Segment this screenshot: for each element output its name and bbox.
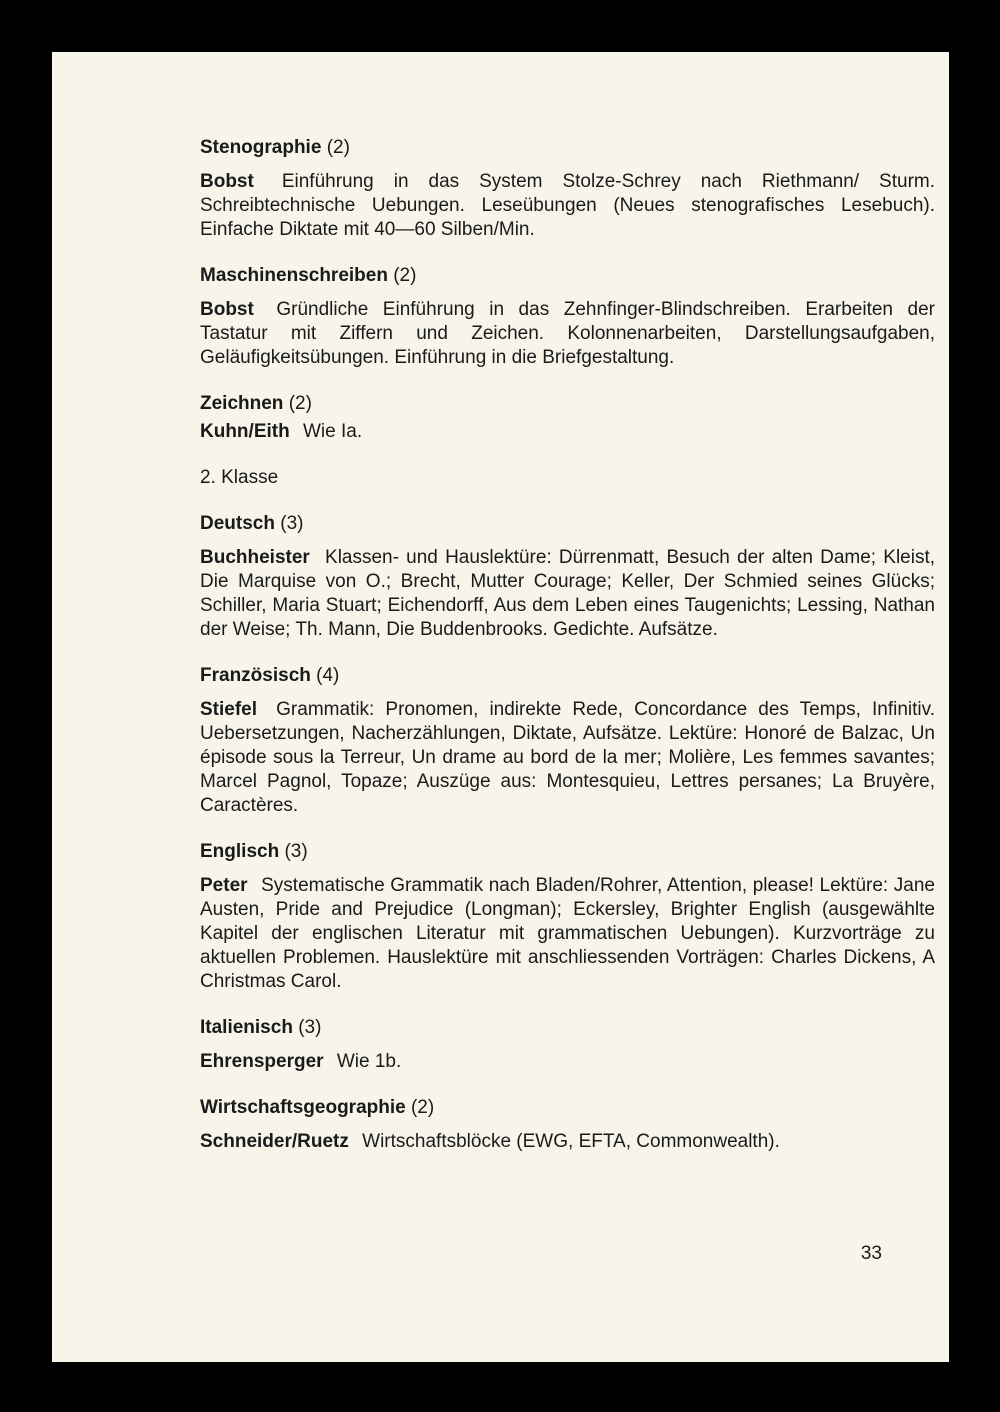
page-content <box>200 136 935 1176</box>
section-heading-deutsch <box>200 512 935 536</box>
teacher-name: Peter <box>200 875 248 896</box>
section-heading-englisch <box>200 840 935 864</box>
section-description: Wie Ia. <box>302 421 363 442</box>
subject-hours: (3) <box>298 1017 322 1038</box>
subject-hours: (2) <box>326 137 350 158</box>
section-description: Systematische Grammatik nach Bladen/Rohrer, Attention, please! Lektüre: Jane Austen, Pride and Prejudice (Longman); Eckersley, Brighter English (ausgewählte Kapitel der englischen Literatur mit grammatischen Uebungen). Kurzvorträge zu aktuellen Problemen. Hauslektüre mit anschliessenden Vorträgen: Charles Dickens, A Christmas Carol. <box>200 875 935 992</box>
section-heading-zeichnen <box>200 392 935 416</box>
section-heading-franzoesisch <box>200 664 935 688</box>
subject-hours: (3) <box>284 841 308 862</box>
teacher-name: Kuhn/Eith <box>200 421 290 442</box>
subject-title: Französisch <box>200 665 311 686</box>
subject-title: Wirtschaftsgeographie <box>200 1097 406 1118</box>
subject-title: Deutsch <box>200 513 275 534</box>
section-text-wirtschaftsgeographie <box>200 1130 935 1154</box>
section-description: Einführung in das System Stolze-Schrey nach Riethmann/ Sturm. Schreibtechnische Uebungen. Leseübungen (Neues stenografisches Lesebuch). Einfache Diktate mit 40—60 Silben/Min. <box>200 171 936 240</box>
subject-title: Zeichnen <box>200 393 284 414</box>
subject-title: Maschinenschreiben <box>200 265 388 286</box>
subject-hours: (2) <box>393 265 417 286</box>
section-description: Gründliche Einführung in das Zehnfinger-Blindschreiben. Erarbeiten der Tastatur mit Ziffern und Zeichen. Kolonnenarbeiten, Darstellungsaufgaben, Geläufigkeitsübungen. Einführung in die Briefgestaltung. <box>200 299 936 368</box>
section-text-maschinenschreiben <box>200 298 935 370</box>
section-text-franzoesisch <box>200 698 935 818</box>
teacher-name: Ehrensperger <box>200 1051 324 1072</box>
section-heading-wirtschaftsgeographie <box>200 1096 935 1120</box>
teacher-name: Schneider/Ruetz <box>200 1131 349 1152</box>
subject-hours: (4) <box>316 665 340 686</box>
section-description: Grammatik: Pronomen, indirekte Rede, Concordance des Temps, Infinitiv. Uebersetzungen, Nacherzählungen, Diktate, Aufsätze. Lektüre: Honoré de Balzac, Un épisode sous la Terreur, Un drame au bord de la mer; Molière, Les femmes savantes; Marcel Pagnol, Topaze; Auszüge aus: Montesquieu, Lettres persanes; La Bruyère, Caractères. <box>200 699 935 816</box>
document-page <box>52 52 949 1362</box>
subject-hours: (2) <box>410 1097 435 1118</box>
subject-hours: (2) <box>288 393 312 414</box>
subject-title: Englisch <box>200 841 280 862</box>
subject-title: Stenographie <box>200 137 322 158</box>
subject-title: Italienisch <box>200 1017 293 1038</box>
section-text-zeichnen <box>200 420 935 444</box>
section-text-italienisch <box>200 1050 935 1074</box>
section-heading-stenographie <box>200 136 935 160</box>
class-heading: 2. Klasse <box>200 467 279 488</box>
teacher-name: Buchheister <box>200 547 310 568</box>
section-text-deutsch <box>200 546 935 642</box>
section-description: Wirtschaftsblöcke (EWG, EFTA, Commonwealth). <box>362 1131 780 1152</box>
subject-hours: (3) <box>280 513 304 534</box>
section-text-englisch <box>200 874 935 994</box>
teacher-name: Bobst <box>200 299 254 320</box>
teacher-name: Stiefel <box>200 699 258 720</box>
section-heading-maschinenschreiben <box>200 264 935 288</box>
section-description: Klassen- und Hauslektüre: Dürrenmatt, Besuch der alten Dame; Kleist, Die Marquise von O.; Brecht, Mutter Courage; Keller, Der Schmied seines Glücks; Schiller, Maria Stuart; Eichendorff, Aus dem Leben eines Taugenichts; Lessing, Nathan der Weise; Th. Mann, Die Buddenbrooks. Gedichte. Aufsätze. <box>200 547 936 640</box>
section-heading-italienisch <box>200 1016 935 1040</box>
page-number: 33 <box>860 1243 882 1264</box>
teacher-name: Bobst <box>200 171 254 192</box>
section-text-stenographie <box>200 170 935 242</box>
section-description: Wie 1b. <box>336 1051 402 1072</box>
